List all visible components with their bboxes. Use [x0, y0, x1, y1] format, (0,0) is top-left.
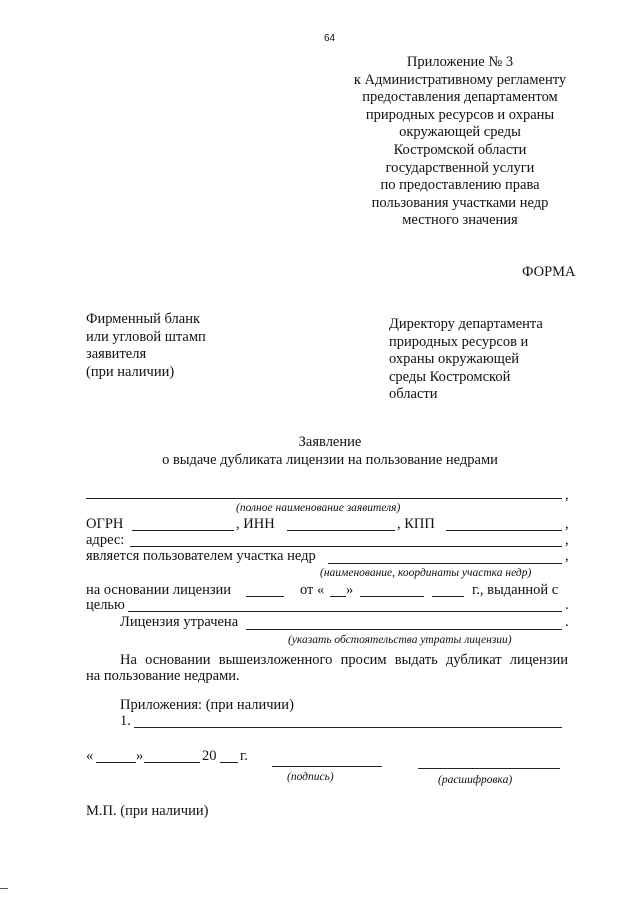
request-text-line2: на пользование недрами. — [86, 668, 240, 684]
license-lost-label: Лицензия утрачена — [120, 614, 239, 630]
addressee-line: среды Костромской — [389, 368, 511, 385]
applicant-hint: (полное наименование заявителя) — [236, 502, 401, 514]
sign-month-field[interactable] — [144, 762, 200, 763]
license-day-field[interactable] — [330, 596, 346, 597]
user-of-site-label: является пользователем участка недр — [86, 548, 316, 564]
scan-edge-mark — [0, 888, 8, 889]
date-close-quote: » — [136, 748, 144, 764]
attachment-item-field[interactable] — [134, 727, 562, 728]
loss-hint: (указать обстоятельства утраты лицензии) — [288, 634, 512, 646]
quote-close: » — [346, 582, 354, 598]
signature-field[interactable] — [272, 766, 382, 767]
address-label: адрес: — [86, 532, 125, 548]
request-text-line1: На основании вышеизложенного просим выдать дубликат лицензии — [120, 652, 568, 668]
applicant-name-field[interactable] — [86, 498, 562, 499]
sign-year-field[interactable] — [220, 762, 238, 763]
purpose-field[interactable] — [128, 611, 562, 612]
address-field[interactable] — [130, 546, 562, 547]
form-label: ФОРМА — [522, 264, 576, 280]
license-year-field[interactable] — [432, 596, 464, 597]
sign-day-field[interactable] — [96, 762, 136, 763]
appendix-line: местного значения — [402, 212, 518, 229]
comma: , — [565, 487, 569, 503]
attachment-item-number: 1. — [120, 713, 131, 729]
appendix-line: государственной услуги — [385, 159, 535, 176]
year-issued-label: г., выданной с — [472, 582, 559, 598]
from-label: от « — [300, 582, 325, 598]
comma: , — [565, 548, 569, 564]
page-number: 64 — [324, 33, 336, 44]
document-title: Заявление — [298, 434, 362, 450]
appendix-line: по предоставлению права — [380, 177, 540, 194]
addressee-line: области — [389, 386, 438, 403]
purpose-label: целью — [86, 597, 125, 613]
year-prefix: 20 — [202, 748, 217, 764]
ogrn-field[interactable] — [132, 530, 234, 531]
letterhead-block — [86, 311, 206, 381]
document-subtitle: о выдаче дубликата лицензии на пользование недрами — [162, 452, 498, 468]
appendix-line: предоставления департаментом — [362, 89, 558, 106]
appendix-line: Приложение № 3 — [406, 54, 514, 70]
signature-decode-field[interactable] — [418, 768, 560, 769]
appendix-line: пользования участками недр — [371, 194, 549, 211]
inn-field[interactable] — [287, 530, 395, 531]
license-number-field[interactable] — [246, 596, 284, 597]
stamp-label: М.П. (при наличии) — [86, 803, 209, 819]
period: . — [565, 614, 569, 630]
appendix-line: к Административному регламенту — [353, 71, 567, 88]
appendix-line: окружающей среды — [399, 124, 521, 141]
comma: , — [565, 516, 569, 532]
site-hint: (наименование, координаты участка недр) — [320, 567, 532, 579]
kpp-label: , КПП — [397, 516, 435, 532]
signature-decode-hint: (расшифровка) — [438, 774, 513, 786]
appendix-line: природных ресурсов и охраны — [365, 106, 555, 123]
basis-license-label: на основании лицензии — [86, 582, 232, 598]
license-month-field[interactable] — [360, 596, 424, 597]
letterhead-line: или угловой штамп — [86, 328, 206, 345]
addressee-block — [389, 316, 543, 404]
signature-hint: (подпись) — [287, 771, 334, 783]
date-open-quote: « — [86, 748, 94, 764]
inn-label: , ИНН — [236, 516, 275, 532]
letterhead-line: (при наличии) — [86, 363, 175, 380]
site-field[interactable] — [328, 563, 562, 564]
appendix-block — [320, 54, 600, 230]
ogrn-label: ОГРН — [86, 516, 124, 532]
letterhead-line: Фирменный бланк — [86, 311, 200, 327]
period: . — [565, 597, 569, 613]
comma: , — [565, 532, 569, 548]
loss-circumstances-field[interactable] — [246, 629, 562, 630]
appendix-line: Костромской области — [393, 141, 527, 158]
letterhead-line: заявителя — [86, 346, 147, 363]
attachments-label: Приложения: (при наличии) — [120, 697, 294, 713]
addressee-line: природных ресурсов и — [389, 333, 529, 350]
addressee-line: охраны окружающей — [389, 351, 520, 368]
kpp-field[interactable] — [446, 530, 562, 531]
year-suffix: г. — [240, 748, 248, 764]
addressee-line: Директору департамента — [389, 316, 543, 332]
